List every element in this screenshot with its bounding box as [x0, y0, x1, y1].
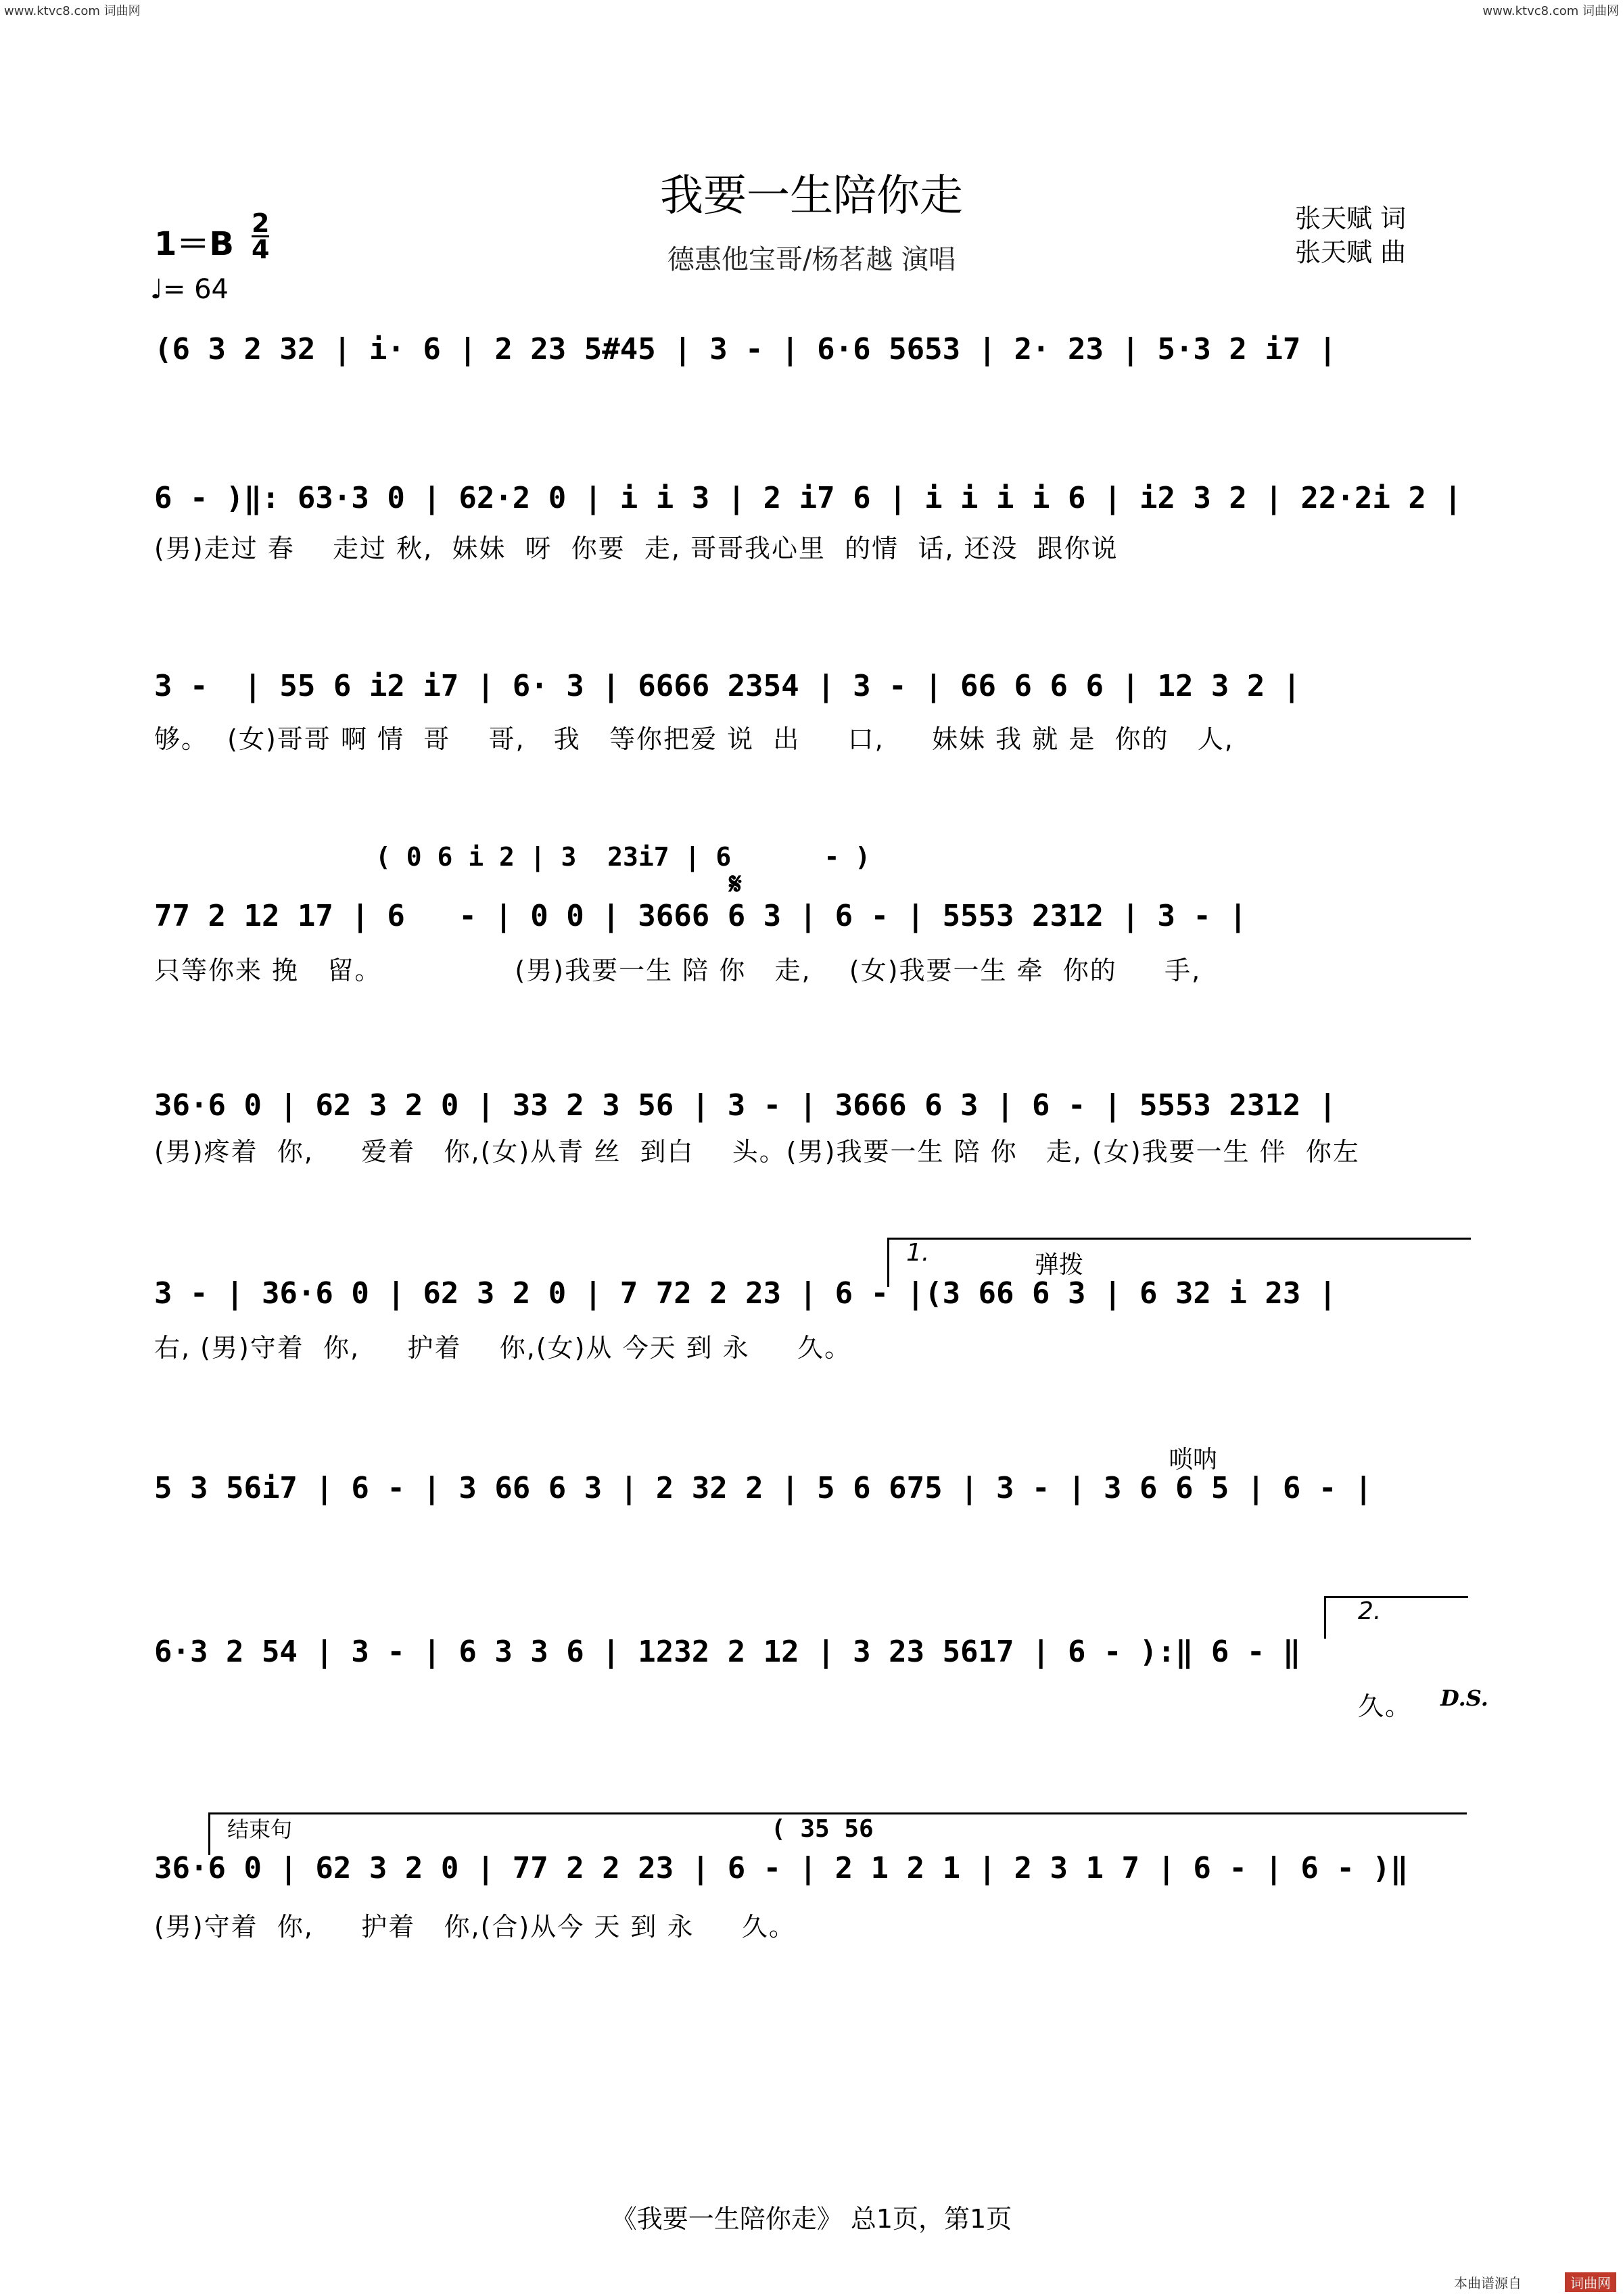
score-line-5: 36·6 0 | 62 3 2 0 | 33 2 3 56 | 3 - | 3666 6 3 | 6 - | 5553 2312 |	[154, 1088, 1337, 1123]
lyrics-line-3: 够。 (女)哥哥 啊 情 哥 哥, 我 等你把爱 说 出 口, 妹妹 我 就 是 你的 人,	[154, 724, 1234, 754]
source-note: 本曲谱源自	[1454, 2275, 1522, 2291]
meter-bottom: 4	[252, 235, 270, 264]
lyrics-line-9: (男)守着 你, 护着 你,(合)从今 天 到 永 久。	[154, 1912, 796, 1942]
ending-label: 结束句	[227, 1817, 293, 1842]
segno-mark: 𝄋	[729, 867, 742, 901]
song-title: 我要一生陪你走	[660, 171, 963, 221]
pluck-label: 弹拨	[1035, 1251, 1084, 1279]
site-badge: 词曲网	[1565, 2272, 1616, 2292]
score-line-3: 3 - | 55 6 i2 i7 | 6· 3 | 6666 2354 | 3 - | 66 6 6 6 | 12 3 2 |	[154, 669, 1301, 703]
lyrics-line-8: 久。	[1358, 1691, 1413, 1721]
lyrics-line-2: (男)走过 春 走过 秋, 妹妹 呀 你要 走, 哥哥我心里 的情 话, 还没 跟你说	[154, 534, 1119, 563]
lyricist-credit: 张天赋 词	[1295, 204, 1407, 233]
site-header-right: www.ktvc8.com 词曲网	[1482, 4, 1619, 18]
composer-credit: 张天赋 曲	[1295, 237, 1407, 267]
meter-top: 2	[252, 208, 270, 238]
accompaniment-line-9: ( 35 56	[771, 1815, 874, 1843]
lyrics-line-6: 右, (男)守着 你, 护着 你,(女)从 今天 到 永 久。	[154, 1333, 852, 1363]
score-line-2: 6 - )‖: 63·3 0 | 62·2 0 | i i 3 | 2 i7 6 | i i i i 6 | i2 3 2 | 22·2i 2 |	[154, 481, 1462, 515]
lyrics-line-5: (男)疼着 你, 爱着 你,(女)从青 丝 到白 头。(男)我要一生 陪 你 走, (女)我要一生 伴 你左	[154, 1137, 1360, 1167]
score-line-8: 6·3 2 54 | 3 - | 6 3 3 6 | 1232 2 12 | 3 23 5617 | 6 - ):‖ 6 - ‖	[154, 1635, 1301, 1669]
time-signature	[252, 208, 270, 264]
key-signature: 1＝B	[154, 225, 234, 263]
volta-2-bracket	[1324, 1596, 1468, 1639]
lyrics-line-4: 只等你来 挽 留。 (男)我要一生 陪 你 走, (女)我要一生 牵 你的 手,	[154, 956, 1202, 985]
suona-label: 唢呐	[1169, 1446, 1218, 1474]
score-line-7: 5 3 56i7 | 6 - | 3 66 6 3 | 2 32 2 | 5 6 675 | 3 - | 3 6 6 5 | 6 - |	[154, 1471, 1373, 1505]
volta-1-label: 1.	[906, 1239, 930, 1267]
page-footer: 《我要一生陪你走》 总1页，第1页	[611, 2204, 1012, 2234]
volta-2-label: 2.	[1358, 1597, 1382, 1625]
song-singers: 德惠他宝哥/杨茗越 演唱	[667, 244, 956, 275]
tempo-mark: ♩= 64	[150, 274, 229, 305]
score-line-9: 36·6 0 | 62 3 2 0 | 77 2 2 23 | 6 - | 2 1 2 1 | 2 3 1 7 | 6 - | 6 - )‖	[154, 1851, 1409, 1885]
ds-mark: D.S.	[1440, 1685, 1488, 1711]
score-line-1: (6 3 2 32 | i· 6 | 2 23 5#45 | 3 - | 6·6 5653 | 2· 23 | 5·3 2 i7 |	[154, 332, 1337, 367]
score-line-4: 77 2 12 17 | 6 - | 0 0 | 3666 6 3 | 6 - | 5553 2312 | 3 - |	[154, 899, 1247, 933]
accompaniment-line-4: ( 0 6 i 2 | 3 23i7 | 6 - )	[375, 842, 871, 872]
site-header-left: www.ktvc8.com 词曲网	[4, 4, 141, 18]
score-line-6: 3 - | 36·6 0 | 62 3 2 0 | 7 72 2 23 | 6 - |(3 66 6 3 | 6 32 i 23 |	[154, 1276, 1337, 1311]
